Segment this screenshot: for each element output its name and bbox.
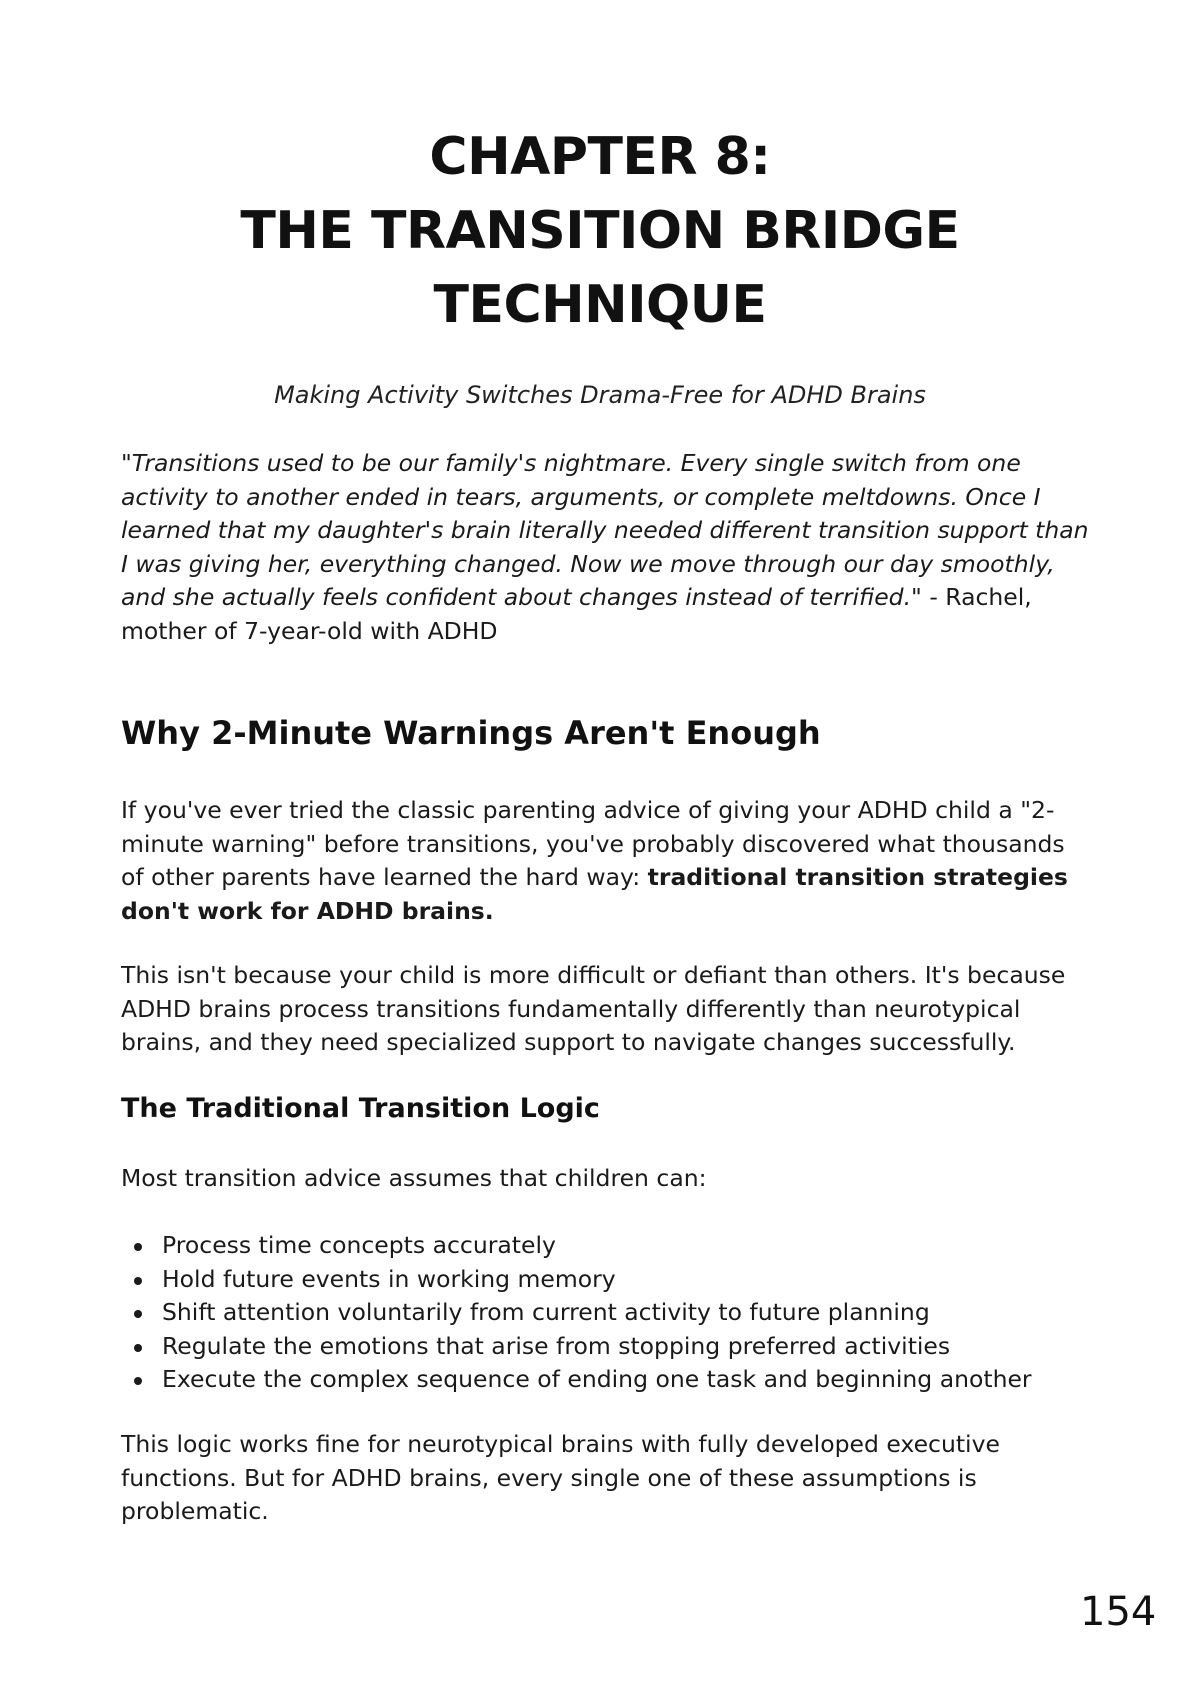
paragraph-text: If you've ever tried the classic parenting advice of giving your ADHD child a "2-minute warning" before transitions, you've probably discovered what thousands of other parents have learned the hard way: [121, 796, 1065, 891]
list-item-text: Hold future events in working memory [162, 1264, 616, 1293]
testimonial-quote [121, 447, 1091, 648]
chapter-title [0, 120, 1200, 342]
subsection-heading: The Traditional Transition Logic [121, 1093, 600, 1124]
list-item-text: Shift attention voluntarily from current activity to future planning [162, 1298, 930, 1326]
bullet-icon [134, 1310, 142, 1318]
chapter-title-line: THE TRANSITION BRIDGE [240, 201, 960, 261]
bullet-icon [134, 1243, 142, 1251]
list-item [121, 1330, 1101, 1364]
quote-attribution: - Rachel, mother of 7-year-old with ADHD [121, 583, 1032, 645]
section-heading: Why 2-Minute Warnings Aren't Enough [121, 714, 821, 752]
list-item-text: Process time concepts accurately [162, 1231, 556, 1259]
page-number: 154 [1080, 1589, 1157, 1635]
chapter-title-line: TECHNIQUE [433, 275, 767, 335]
chapter-subtitle: Making Activity Switches Drama-Free for ADHD Brains [274, 381, 926, 409]
paragraph [121, 794, 1091, 928]
bullet-icon [134, 1277, 142, 1285]
paragraph: This isn't because your child is more difficult or defiant than others. It's because ADHD brains process transitions fundamentally differently than neurotypical brains, and they need specialized support to navigate changes successfully. [121, 961, 1066, 1056]
list-item [121, 1296, 1101, 1330]
paragraph: Most transition advice assumes that children can: [121, 1164, 707, 1192]
bullet-icon [134, 1344, 142, 1352]
list-item [121, 1263, 1101, 1297]
chapter-title-line: CHAPTER 8: [429, 127, 771, 187]
list-item [121, 1229, 1101, 1263]
bullet-list [121, 1229, 1101, 1397]
quote-text: "Transitions used to be our family's nightmare. Every single switch from one activity to another ended in tears, arguments, or complete meltdowns. Once I learned that my daughter's brain literally needed different transition support than I was giving her, everything changed. Now we move through our day smoothly, and she actually feels confident about changes instead of terrified." [121, 449, 1089, 611]
paragraph: This logic works fine for neurotypical brains with fully developed executive functions. But for ADHD brains, every single one of these assumptions is problematic. [121, 1430, 1000, 1525]
paragraph-emphasis: traditional transition strategies don't work for ADHD brains. [121, 863, 1068, 925]
list-item [121, 1363, 1101, 1397]
list-item-text: Regulate the emotions that arise from stopping preferred activities [162, 1331, 951, 1360]
bullet-icon [134, 1377, 142, 1385]
list-item-text: Execute the complex sequence of ending one task and beginning another [162, 1365, 1032, 1393]
